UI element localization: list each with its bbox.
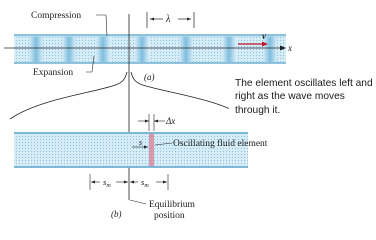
part-b-label: (b)	[111, 209, 122, 219]
part-a-label: (a)	[144, 72, 155, 82]
callout-box	[229, 74, 373, 128]
compression-band	[29, 36, 43, 62]
callout-text: The element oscillates left and right as the wave moves through it.	[235, 78, 373, 116]
compression-leader	[96, 15, 107, 36]
delta-x-label: Δx	[166, 116, 176, 126]
equilibrium-label-line1: Equilibrium	[149, 200, 195, 210]
delta-x-marker	[138, 114, 175, 131]
s-max-right-label: $s_m$	[141, 177, 149, 189]
velocity-label: v	[262, 31, 266, 41]
compression-band	[179, 36, 193, 62]
wavelength-marker	[147, 12, 194, 28]
displacement-label: s	[139, 138, 143, 147]
s-max-left-label: $s_m$	[103, 177, 111, 189]
wavelength-label: λ	[166, 14, 171, 25]
equilibrium-leader	[130, 200, 146, 204]
bracket-left	[10, 72, 127, 119]
oscillating-element-label: Oscillating fluid element	[173, 139, 268, 149]
compression-band	[222, 36, 236, 62]
compression-band	[96, 36, 110, 62]
compression-label: Compression	[31, 11, 82, 21]
x-axis-label: x	[288, 43, 292, 53]
compression-band	[135, 36, 149, 62]
oscillating-element	[149, 134, 154, 166]
equilibrium-label-line2: position	[154, 211, 185, 221]
tube-a	[14, 35, 286, 63]
expansion-label: Expansion	[33, 68, 74, 78]
compression-band	[62, 36, 76, 62]
